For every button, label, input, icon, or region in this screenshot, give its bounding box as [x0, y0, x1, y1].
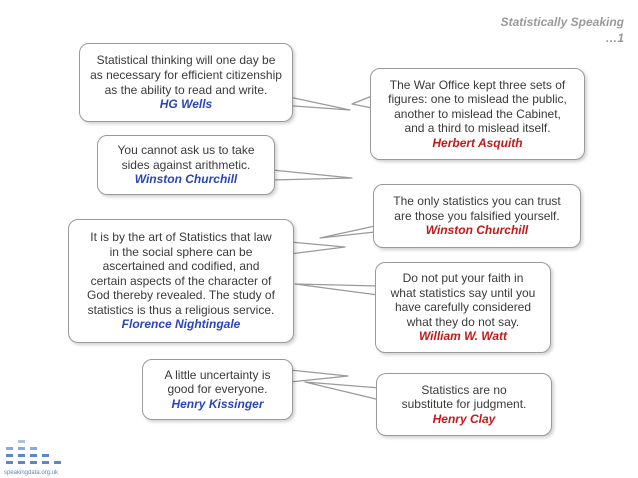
quote-author: Winston Churchill	[425, 223, 529, 238]
quote-bubble-watt	[375, 262, 551, 353]
quote-text: The War Office kept three sets of figures: one to mislead the public, another to mislead the Cabinet, and a third to mislead itself.	[388, 77, 567, 136]
slide-page-number: …1	[605, 31, 624, 45]
tail-nightingale	[290, 242, 345, 254]
quote-text: A little uncertainty is good for everyone.	[164, 367, 271, 397]
quote-text: Statistics are no substitute for judgment.	[401, 382, 527, 412]
quote-bubble-churchill-right	[373, 184, 581, 248]
quote-bubble-churchill-left	[97, 135, 275, 195]
quote-author: Herbert Asquith	[432, 135, 523, 150]
quote-bubble-nightingale	[68, 219, 294, 343]
quote-author: Henry Clay	[432, 411, 496, 426]
slide-title: Statistically Speaking	[500, 15, 624, 29]
quote-author: Winston Churchill	[134, 172, 238, 187]
tail-watt	[295, 284, 378, 295]
quote-text: You cannot ask us to take sides against arithmetic.	[117, 143, 255, 172]
tail-clay	[305, 382, 380, 400]
quote-bubble-wells	[79, 43, 293, 122]
quote-author: William W. Watt	[418, 329, 508, 344]
quote-author: Florence Nightingale	[121, 317, 241, 332]
quote-text: Do not put your faith in what statistics say until you have carefully considered what they do not say.	[390, 271, 536, 329]
quote-bubble-kissinger	[142, 359, 293, 420]
site-url: speakingdata.org.uk	[4, 470, 59, 476]
tail-churchill-left	[272, 170, 352, 180]
quote-author: HG Wells	[159, 97, 213, 112]
tail-kissinger	[290, 370, 348, 382]
tail-churchill-right	[320, 226, 375, 238]
tail-asquith	[352, 96, 372, 108]
speakingdata-logo	[4, 438, 66, 470]
quote-author: Henry Kissinger	[171, 396, 264, 411]
quote-text: Statistical thinking will one day be as necessary for efficient citizenship as the ability to read and write.	[90, 53, 282, 97]
quote-text: The only statistics you can trust are those you falsified yourself.	[393, 194, 561, 223]
quote-bubble-asquith	[370, 68, 585, 160]
quote-bubble-clay	[376, 373, 552, 436]
quote-text: It is by the art of Statistics that law in the social sphere can be ascertained and codified, and certain aspects of the character of God thereby revealed. The study of statistics is thus a religious service.	[87, 229, 275, 317]
